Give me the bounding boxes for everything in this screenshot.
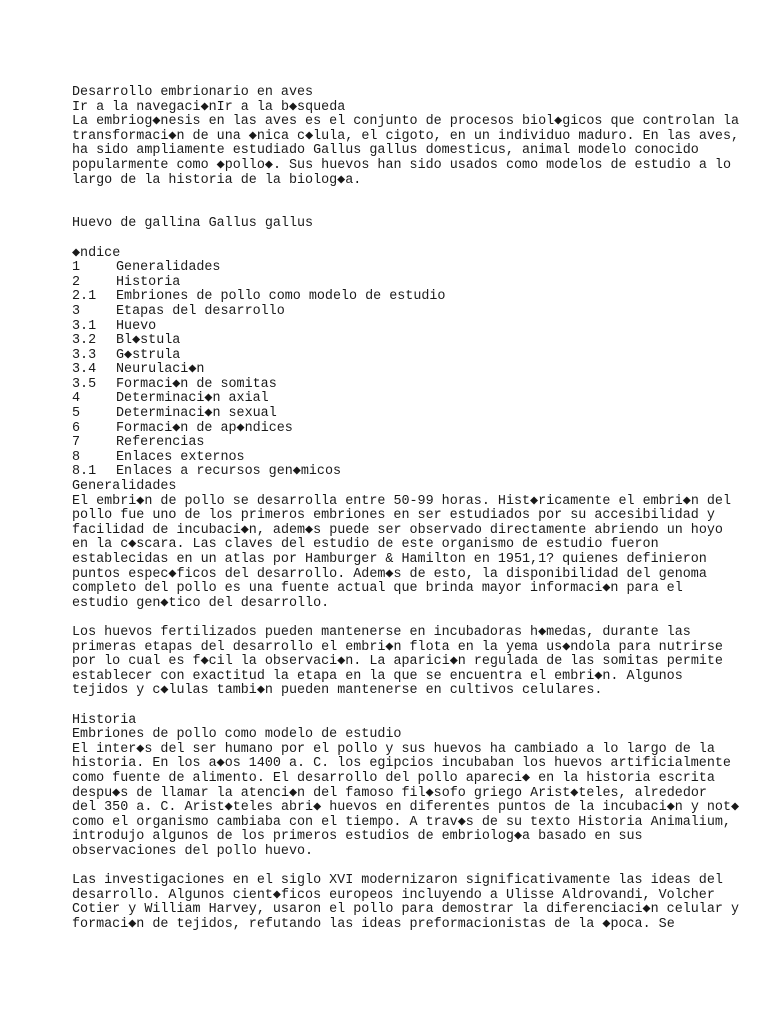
toc-item-label[interactable]: Formaci◆n de ap◆ndices	[116, 420, 293, 436]
toc-heading: ◆ndice	[72, 245, 121, 261]
toc-item[interactable]	[72, 276, 712, 291]
page-title: Desarrollo embrionario en aves	[72, 85, 314, 100]
document-page	[72, 85, 740, 932]
toc-item-number: 2	[72, 274, 81, 290]
toc-item-number: 4	[72, 391, 81, 407]
paragraph-line: facilidad de incubaci◆n, adem◆s puede ser observado directamente abriendo un hoyo	[72, 522, 723, 538]
intro-line: popularmente como ◆pollo◆. Sus huevos han sido usados como modelos de estudio a lo	[72, 157, 731, 173]
toc-item[interactable]	[72, 261, 712, 276]
section-heading: Generalidades	[72, 479, 177, 495]
image-caption: Huevo de gallina Gallus gallus	[72, 216, 314, 232]
paragraph-line: completo del pollo es una fuente actual que brinda mayor informaci◆n para el	[72, 581, 683, 597]
toc-item-number: 3.4	[72, 362, 97, 378]
toc-item[interactable]	[72, 290, 712, 305]
spacer	[72, 232, 712, 247]
section-historia	[72, 712, 740, 933]
toc-item[interactable]	[72, 378, 712, 393]
paragraph-line: observaciones del pollo huevo.	[72, 843, 314, 859]
paragraph-line: formaci◆n de tejidos, refutando las ideas preformacionistas de la ◆poca. Se	[72, 916, 675, 932]
paragraph-line: historia. En los a◆os 1400 a. C. los egipcios incubaban los huevos artificialmente	[72, 756, 731, 772]
toc-item-label[interactable]: Embriones de pollo como modelo de estudio	[116, 289, 446, 305]
table-of-contents	[72, 247, 712, 481]
toc-item-number: 1	[72, 260, 81, 276]
toc-item[interactable]	[72, 320, 712, 335]
paragraph-line: como fuente de alimento. El desarrollo del pollo apareci◆ en la historia escrita	[72, 770, 715, 786]
spacer	[72, 699, 712, 714]
section-generalidades	[72, 479, 732, 699]
intro-line: largo de la historia de la biolog◆a.	[72, 172, 362, 188]
toc-item-label[interactable]: Etapas del desarrollo	[116, 303, 285, 319]
paragraph-line: primeras etapas del desarrollo el embri◆n flota en la yema us◆ndola para nutrirse	[72, 639, 723, 655]
toc-item[interactable]	[72, 465, 712, 480]
toc-item-number: 3	[72, 303, 81, 319]
paragraph-line: como el organismo cambiaba con el tiempo. A trav◆s de su texto Historia Animalium,	[72, 814, 731, 830]
toc-item-number: 3.3	[72, 347, 97, 363]
toc-item-number: 3.2	[72, 333, 97, 349]
paragraph-line: establecer con exactitud la etapa en la que se encuentra el embri◆n. Algunos	[72, 668, 683, 684]
paragraph-line: estudio gen◆tico del desarrollo.	[72, 595, 330, 611]
paragraph-line: puntos espec◆ficos del desarrollo. Adem◆s de esto, la disponibilidad del genoma	[72, 566, 707, 582]
navigation-link-line[interactable]: Ir a la navegaci◆nIr a la b◆squeda	[72, 99, 346, 115]
toc-item[interactable]	[72, 334, 712, 349]
toc-item[interactable]	[72, 363, 712, 378]
paragraph-line: pollo fue uno de los primeros embriones en ser estudiados por su accesibilidad y	[72, 508, 715, 524]
paragraph-line: introdujo algunos de los primeros estudios de embriolog◆a basado en sus	[72, 829, 643, 845]
intro-line: ha sido ampliamente estudiado Gallus gallus domesticus, animal modelo conocido	[72, 143, 699, 159]
toc-item[interactable]	[72, 407, 712, 422]
toc-item[interactable]	[72, 305, 712, 320]
paragraph-line: en la c◆scara. Las claves del estudio de este organismo de estudio fueron	[72, 537, 659, 553]
toc-item-label[interactable]: Neurulaci◆n	[116, 362, 205, 378]
toc-item[interactable]	[72, 392, 712, 407]
section-heading: Historia	[72, 712, 137, 728]
paragraph-line: establecidas en un atlas por Hamburger & Hamilton en 1951,1? quienes definieron	[72, 552, 707, 567]
spacer	[72, 859, 712, 874]
spacer	[72, 188, 712, 217]
toc-item[interactable]	[72, 436, 712, 451]
toc-item-number: 3.5	[72, 376, 97, 392]
toc-item-label[interactable]: Determinaci◆n sexual	[116, 406, 277, 422]
toc-item-number: 5	[72, 406, 81, 422]
toc-item-label[interactable]: Bl◆stula	[116, 333, 181, 349]
toc-item-number: 8	[72, 449, 81, 465]
toc-item-label[interactable]: G◆strula	[116, 347, 181, 363]
paragraph-line: El embri◆n de pollo se desarrolla entre 50-99 horas. Hist◆ricamente el embri◆n del	[72, 493, 732, 509]
paragraph-line: despu◆s de llamar la atenci◆n del famoso fil◆sofo griego Arist◆teles, alrededor	[72, 785, 707, 801]
paragraph-line: Cotier y William Harvey, usaron el pollo para demostrar la diferenciaci◆n celular y	[72, 902, 739, 918]
paragraph-line: tejidos y c◆lulas tambi◆n pueden mantenerse en cultivos celulares.	[72, 683, 603, 699]
toc-item-label[interactable]: Referencias	[116, 435, 205, 451]
toc-item-number: 6	[72, 420, 81, 436]
intro-line: La embriog◆nesis en las aves es el conjunto de procesos biol◆gicos que controlan la	[72, 114, 740, 130]
toc-item-label[interactable]: Generalidades	[116, 260, 221, 276]
toc-item-label[interactable]: Huevo	[116, 318, 157, 334]
subsection-heading: Embriones de pollo como modelo de estudio	[72, 727, 402, 743]
toc-item-label[interactable]: Historia	[116, 274, 181, 290]
toc-item-number: 7	[72, 435, 81, 451]
toc-item[interactable]	[72, 451, 712, 466]
toc-item-label[interactable]: Formaci◆n de somitas	[116, 376, 277, 392]
paragraph-line: Los huevos fertilizados pueden mantenerse en incubadoras h◆medas, durante las	[72, 624, 691, 640]
paragraph-line: Las investigaciones en el siglo XVI modernizaron significativamente las ideas del	[72, 873, 723, 889]
toc-item[interactable]	[72, 349, 712, 364]
toc-item-label[interactable]: Enlaces a recursos gen◆micos	[116, 464, 342, 480]
intro-paragraph	[72, 114, 740, 188]
toc-item-number: 3.1	[72, 318, 97, 334]
paragraph-line: del 350 a. C. Arist◆teles abri◆ huevos en diferentes puntos de la incubaci◆n y not◆	[72, 800, 740, 816]
toc-item-number: 2.1	[72, 289, 97, 305]
spacer	[72, 611, 712, 626]
toc-item[interactable]	[72, 422, 712, 437]
toc-item-label[interactable]: Enlaces externos	[116, 449, 245, 465]
toc-item-label[interactable]: Determinaci◆n axial	[116, 391, 269, 407]
paragraph-line: desarrollo. Algunos cient◆ficos europeos incluyendo a Ulisse Aldrovandi, Volcher	[72, 887, 715, 903]
paragraph-line: El inter◆s del ser humano por el pollo y sus huevos ha cambiado a lo largo de la	[72, 741, 715, 757]
toc-item-number: 8.1	[72, 464, 97, 480]
paragraph-line: por lo cual es f◆cil la observaci◆n. La aparici◆n regulada de las somitas permite	[72, 654, 723, 670]
intro-line: transformaci◆n de una ◆nica c◆lula, el cigoto, en un individuo maduro. En las aves,	[72, 128, 740, 144]
